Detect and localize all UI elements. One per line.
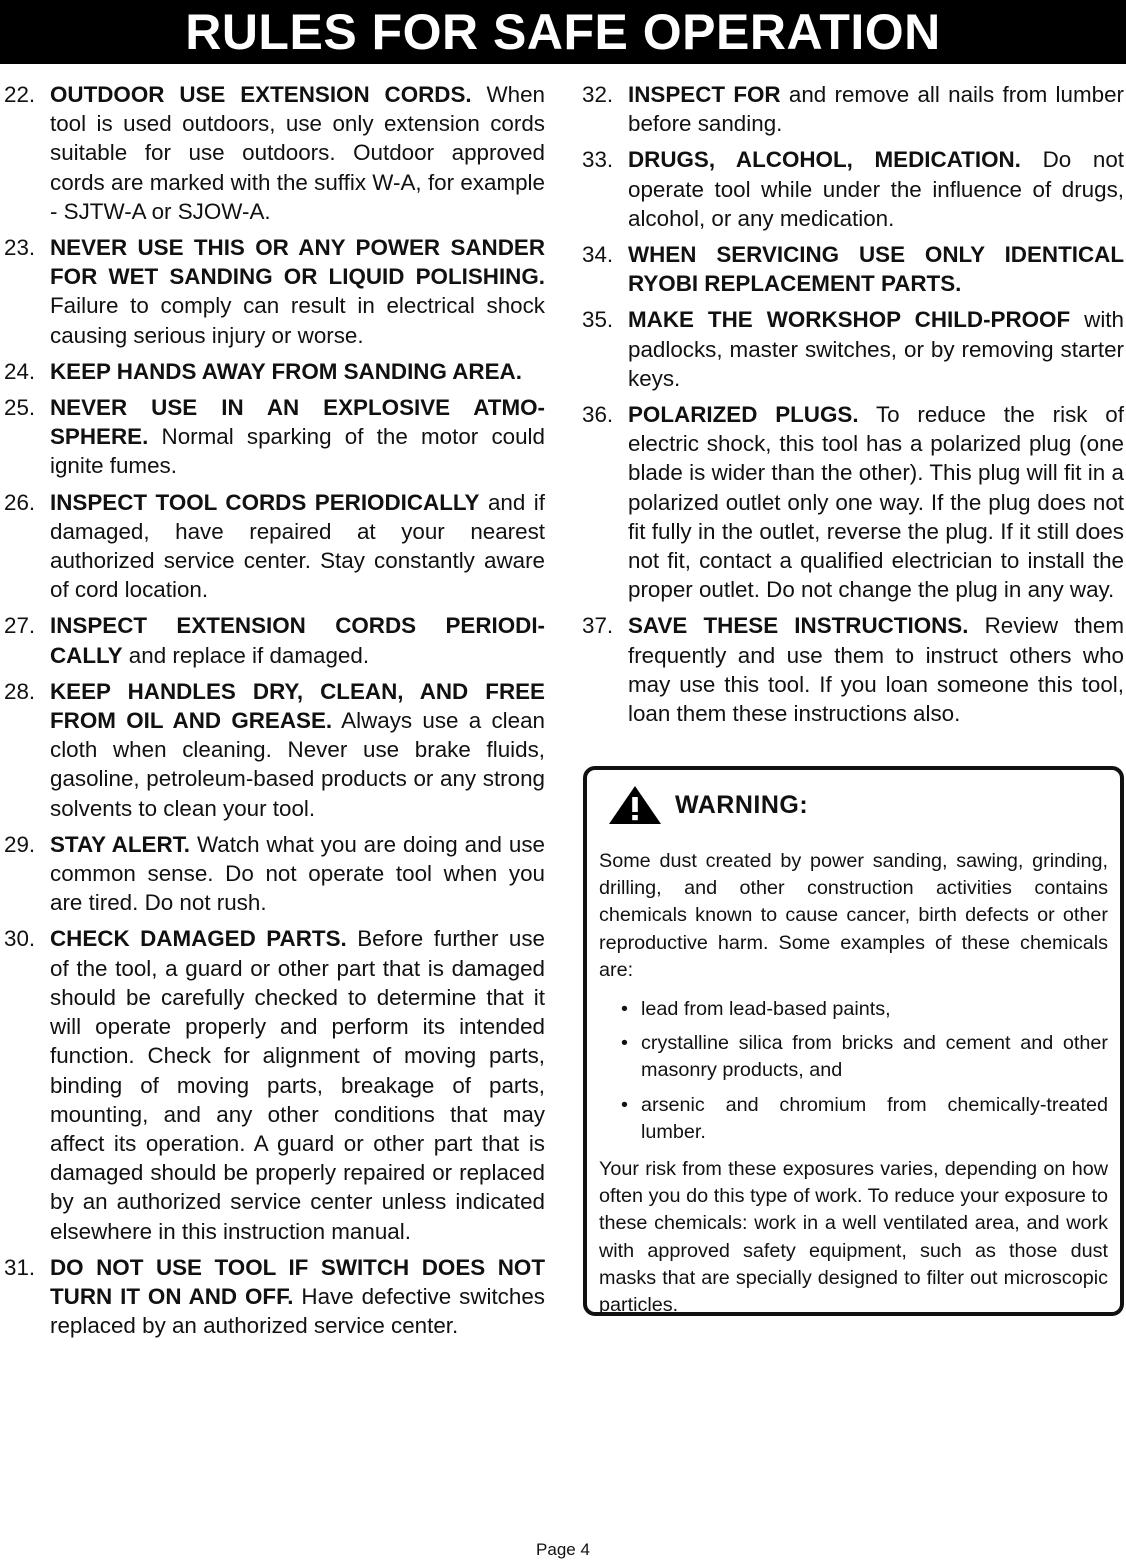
rule-text: and if damaged, have repaired at your nearest authorized service center. Stay constantly aware of cord location. (50, 489, 545, 603)
rule-text: Normal sparking of the motor could ignite fumes. (50, 424, 545, 479)
list-item (599, 1030, 1108, 1084)
warning-intro: Some dust created by power sanding, sawing, grinding, drilling, and other construction activities contains chemicals known to cause cancer, birth defects or other reproductive harm. Some examples of these chemicals are: (599, 850, 1108, 981)
left-column (4, 80, 545, 1347)
rule-item (4, 611, 545, 669)
rule-text: Review them frequently and use them to instruct others who may use this tool. If you loan someone this tool, loan them these instructions also. (628, 613, 1124, 727)
right-column (582, 80, 1124, 735)
rule-body (628, 80, 1124, 138)
rule-number: 32. (582, 82, 614, 107)
rule-heading: POLARIZED PLUGS. (628, 402, 859, 428)
rule-number: 28. (4, 678, 36, 704)
warning-box (583, 766, 1124, 1316)
rule-body (628, 400, 1124, 604)
page-number: Page 4 (536, 1540, 590, 1559)
rule-item (582, 80, 1124, 138)
rule-text: with padlocks, master switches, or by removing starter keys. (628, 307, 1124, 391)
rule-number: 26. (4, 489, 36, 515)
rule-item (4, 1253, 545, 1341)
rule-heading: DO NOT USE TOOL IF SWITCH DOES NOT TURN IT ON AND OFF. (50, 1254, 545, 1309)
rule-body (628, 240, 1124, 298)
page-title: RULES FOR SAFE OPERATION (185, 4, 941, 60)
rule-item (4, 924, 545, 1245)
bullet: • (621, 1093, 628, 1116)
rule-item (582, 240, 1124, 298)
rule-text: and remove all nails from lumber before sanding. (628, 82, 1124, 137)
rule-text: Always use a clean cloth when cleaning. Never use brake fluids, gasoline, petroleum-based products or any strong solvents to clean your tool. (50, 708, 545, 821)
rule-number: 36. (582, 402, 614, 428)
rule-text: To reduce the risk of electric shock, this tool has a polarized plug (one blade is wider than the other). This plug will fit in a polarized outlet only one way. If the plug does not fit fully in the outlet, reverse the plug. If it still does not fit, contact a qualified electrician to install the proper outlet. Do not change the plug in any way. (628, 402, 1124, 603)
rule-text: Have defective switches replaced by an authorized service center. (50, 1283, 545, 1339)
list-item (599, 1092, 1108, 1146)
rule-item (582, 305, 1124, 393)
list-item-text: arsenic and chromium from chemically-treated lumber. (641, 1093, 1108, 1143)
bullet: • (621, 1032, 628, 1055)
rule-heading: STAY ALERT. (50, 831, 191, 857)
rule-body (50, 1253, 545, 1341)
rule-heading: NEVER USE IN AN EXPLOSIVE ATMO-SPHERE. (50, 395, 545, 450)
rule-body (628, 145, 1124, 233)
warning-header (599, 784, 1108, 826)
rule-heading: INSPECT EXTENSION CORDS PERIODI-CALLY (50, 613, 545, 668)
rule-number: 25. (4, 395, 36, 421)
rule-number: 30. (4, 926, 36, 952)
rule-heading: KEEP HANDS AWAY FROM SANDING AREA. (50, 358, 522, 384)
rule-text: Failure to comply can result in electrical shock causing serious injury or worse. (50, 293, 545, 348)
rule-heading: OUTDOOR USE EXTENSION CORDS. (50, 82, 472, 107)
list-item-text: lead from lead-based paints, (641, 998, 891, 1021)
rule-text: Do not operate tool while under the influence of drugs, alcohol, or any medication. (628, 147, 1124, 231)
rule-heading: KEEP HANDLES DRY, CLEAN, AND FREE FROM OIL AND GREASE. (50, 678, 545, 734)
rule-item (582, 145, 1124, 233)
warning-outro: Your risk from these exposures varies, depending on how often you do this type of work. To reduce your exposure to these chemicals: work in a well ventilated area, and work with approved safety equipment, such as those dust masks that are specially designed to filter out microscopic particles. (599, 1158, 1108, 1317)
rule-heading: WHEN SERVICING USE ONLY IDENTICAL RYOBI REPLACEMENT PARTS. (628, 242, 1124, 297)
warning-title: WARNING: (675, 790, 809, 819)
rule-body (628, 611, 1124, 728)
rule-number: 24. (4, 358, 36, 384)
rule-item (4, 357, 545, 386)
rule-number: 31. (4, 1254, 36, 1280)
rule-body (50, 357, 545, 386)
rule-heading: DRUGS, ALCOHOL, MEDICATION. (628, 147, 1021, 173)
rule-body (50, 611, 545, 669)
rule-item (582, 611, 1124, 728)
title-bar (0, 0, 1126, 64)
rule-heading: INSPECT TOOL CORDS PERIODICALLY (50, 489, 480, 515)
rule-number: 34. (582, 242, 614, 268)
rule-item (582, 400, 1124, 604)
rule-body (50, 233, 545, 350)
rule-number: 23. (4, 235, 36, 261)
warning-triangle-icon (607, 784, 663, 826)
rule-body (50, 677, 545, 823)
rule-number: 22. (4, 82, 36, 107)
rule-heading: NEVER USE THIS OR ANY POWER SANDER FOR WET SANDING OR LIQUID POLISHING. (50, 235, 545, 290)
rule-body (628, 305, 1124, 393)
rule-item (4, 80, 545, 226)
rule-heading: INSPECT FOR (628, 82, 781, 107)
rule-heading: CHECK DAMAGED PARTS. (50, 926, 347, 952)
rule-body (50, 80, 545, 226)
rule-number: 33. (582, 147, 614, 173)
warning-list (599, 996, 1108, 1146)
rule-body (50, 488, 545, 605)
rule-number: 27. (4, 613, 36, 639)
rule-body (50, 924, 545, 1245)
rule-text: and replace if damaged. (122, 642, 370, 668)
rule-text: When tool is used outdoors, use only extension cords suitable for use outdoors. Outdoor approved cords are marked with the suffix W-A, for example - SJTW-A or SJOW-A. (50, 82, 546, 224)
rule-text: Watch what you are doing and use common sense. Do not operate tool when you are tired. Do not rush. (50, 831, 546, 916)
rule-number: 35. (582, 307, 614, 333)
list-item-text: crystalline silica from bricks and cement and other masonry products, and (641, 1032, 1108, 1082)
rule-item (4, 393, 545, 481)
rule-number: 29. (4, 831, 36, 857)
rule-item (4, 677, 545, 823)
list-item (599, 996, 1108, 1023)
rule-heading: SAVE THESE INSTRUCTIONS. (628, 613, 969, 639)
rule-heading: MAKE THE WORKSHOP CHILD-PROOF (628, 307, 1071, 333)
rule-item (4, 233, 545, 350)
rule-item (4, 830, 545, 918)
rule-text: Before further use of the tool, a guard or other part that is damaged should be carefully checked to determine that it will operate properly and perform its intended function. Check for alignment of moving parts, binding of moving parts, breakage of parts, mounting, and any other conditions that may affect its operation. A guard or other part that is damaged should be properly repaired or replaced by an authorized service center unless indicated elsewhere in this instruction manual. (50, 926, 545, 1244)
rule-body (50, 830, 545, 918)
rule-item (4, 488, 545, 605)
rule-number: 37. (582, 613, 614, 639)
rule-body (50, 393, 545, 481)
bullet: • (621, 998, 628, 1021)
